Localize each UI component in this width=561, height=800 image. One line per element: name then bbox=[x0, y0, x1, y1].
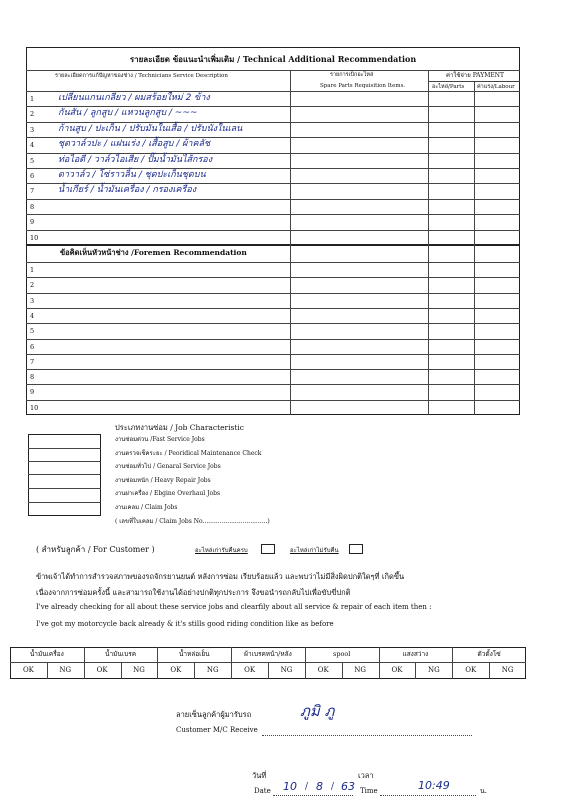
check-header: แสงสว่าง bbox=[402, 650, 429, 658]
parts-returned-checkbox[interactable] bbox=[261, 544, 275, 554]
check-ok[interactable]: OK bbox=[391, 666, 403, 674]
check-ng[interactable]: NG bbox=[133, 666, 145, 674]
job-item: งานผ่าเครื่อง / Ebgine Overhaul Jobs bbox=[115, 490, 221, 498]
tech-row-number: 10 bbox=[30, 233, 39, 242]
customer-signature: ภูมิ ภู bbox=[300, 702, 335, 720]
row-divider bbox=[26, 293, 520, 294]
check-ok[interactable]: OK bbox=[317, 666, 329, 674]
foreman-title: ข้อคิดเห็นหัวหน้าช่าง /Foremen Recommendation bbox=[60, 248, 247, 257]
date-label-en: Date bbox=[254, 787, 271, 795]
row-divider bbox=[26, 262, 520, 263]
time-value: 10:49 bbox=[418, 779, 450, 792]
check-ng[interactable]: NG bbox=[427, 666, 440, 674]
row-divider bbox=[26, 122, 520, 123]
col-payment-header: ค่าใช้จ่าย PAYMENT bbox=[446, 72, 505, 79]
customer-statement-th-1: ข้าพเจ้าได้ทำการสำรวจสภาพของรถจักรยานยนต์ หลังการซ่อม เรียบร้อยแล้ว และพบว่าไม่มีสิ่งผิดปกติใดๆที่ เกิดขึ้น bbox=[36, 572, 405, 581]
tech-row-number: 5 bbox=[30, 156, 35, 165]
row-divider bbox=[26, 323, 520, 324]
col-labour-header: ค่าแรง/Labour bbox=[477, 84, 515, 90]
check-ok[interactable]: OK bbox=[465, 666, 477, 674]
job-item: งานเคลม / Claim Jobs bbox=[115, 504, 178, 511]
time-suffix: น. bbox=[480, 787, 488, 795]
date-month: 8 bbox=[316, 780, 323, 793]
check-ng[interactable]: NG bbox=[59, 666, 72, 674]
date-slash-1: / bbox=[305, 782, 309, 792]
parts-not-returned-checkbox[interactable] bbox=[349, 544, 363, 554]
foreman-row-number: 4 bbox=[30, 311, 35, 320]
tech-row-number: 1 bbox=[30, 95, 35, 103]
tech-row-number: 6 bbox=[30, 172, 35, 180]
customer-statement-en-1: I've already checking for all about these service jobs and clearfily about all service & repair of each item then : bbox=[36, 603, 432, 611]
date-year: 63 bbox=[341, 780, 355, 793]
job-item: งานซ่อมด่วน /Fast Service Jobs bbox=[115, 436, 205, 443]
tech-row-number: 4 bbox=[30, 141, 35, 150]
foreman-row-number: 1 bbox=[30, 266, 35, 274]
col-parts-header-en: Spare Parts Requisition Items. bbox=[320, 83, 406, 89]
row-divider bbox=[26, 230, 520, 231]
tech-row-text: กันสั่น / ลูกสูบ / แหวนลูกสูบ / ~~~ bbox=[58, 108, 198, 119]
col-parts-cost-header: อะไหล่/Parts bbox=[432, 84, 465, 90]
parts-not-returned-label: อะไหล่เก่าไม่รับคืน bbox=[290, 547, 339, 554]
check-header: spool bbox=[332, 650, 351, 658]
customer-statement-th-2: เนื่องจากการซ่อมครั้งนี้ และสามารถใช้งานได้อย่างปกติทุกประการ จึงขอนำรถกลับไปเพื่อขับขี่ปกติ bbox=[36, 588, 351, 597]
foreman-row-number: 9 bbox=[30, 388, 35, 397]
check-ng[interactable]: NG bbox=[354, 666, 366, 674]
signature-label-en: Customer M/C Receive bbox=[176, 726, 258, 734]
foreman-row-number: 5 bbox=[30, 327, 35, 336]
row-divider bbox=[26, 400, 520, 401]
job-item: ( เลขที่ใบเคลม / Claim Jobs No..................................) bbox=[115, 517, 270, 525]
row-divider bbox=[26, 308, 520, 309]
job-title: ประเภทงานซ่อม / Job Characteristic bbox=[115, 423, 245, 432]
tech-row-text: ท่อไอดี / วาล์วไอเสีย / ปั๊มน้ำมันไส้กรอง bbox=[58, 154, 213, 165]
tech-row-text: ชุดวาล์วปะ / แฝนเร่ง / เสื้อสูบ / ผ้าคลัช bbox=[58, 139, 211, 150]
foreman-row-number: 8 bbox=[30, 373, 35, 382]
check-header: น้ำหล่อเย็น bbox=[178, 650, 210, 658]
date-day: 10 bbox=[283, 780, 297, 793]
row-divider bbox=[26, 214, 520, 215]
customer-statement-en-2: I've got my motorcycle back already & it's stills good riding condition like as before bbox=[36, 620, 334, 628]
foreman-row-number: 3 bbox=[30, 296, 35, 305]
date-slash-2: / bbox=[331, 782, 335, 792]
customer-title: ( สำหรับลูกค้า / For Customer ) bbox=[36, 545, 155, 554]
tech-row-number: 2 bbox=[30, 110, 35, 119]
row-divider bbox=[26, 354, 520, 355]
tech-row-number: 9 bbox=[30, 218, 35, 227]
job-checkbox-column bbox=[28, 434, 101, 516]
row-divider bbox=[26, 369, 520, 370]
foreman-row-number: 2 bbox=[30, 281, 35, 290]
check-ng[interactable]: NG bbox=[206, 666, 219, 674]
check-ok[interactable]: OK bbox=[22, 666, 34, 674]
foreman-row-number: 7 bbox=[30, 357, 35, 366]
check-ok[interactable]: OK bbox=[170, 666, 182, 674]
foreman-table bbox=[26, 245, 520, 415]
job-item: งานซ่อมทั่วไป / Genaral Service Jobs bbox=[115, 463, 221, 471]
date-label-th: วันที่ bbox=[252, 771, 267, 780]
check-ok[interactable]: OK bbox=[244, 666, 256, 674]
col-desc-header: รายละเอียดการแก้ปัญหาของช่าง / Technicians Service Description bbox=[55, 73, 228, 79]
row-divider bbox=[26, 339, 520, 340]
parts-returned-label: อะไหล่เก่ารับคืนครบ bbox=[195, 547, 248, 554]
time-label-en: Time bbox=[360, 787, 378, 795]
time-label-th: เวลา bbox=[358, 771, 374, 780]
row-divider bbox=[26, 168, 520, 169]
col-parts-header-th: รายการเบิกอะไหล่ bbox=[330, 72, 374, 78]
job-item: งานตรวจเช็คระยะ / Peoridical Maintenance Check bbox=[115, 449, 262, 457]
tech-row-text: ดาวาล์ว / โซ่ราวลิ้น / ชุดปะเก็นชุดบน bbox=[58, 170, 206, 180]
foreman-row-number: 6 bbox=[30, 342, 35, 351]
row-divider bbox=[26, 384, 520, 385]
technical-table-title: รายละเอียด ข้อแนะนำเพิ่มเติม / Technical Additional Recommendation bbox=[129, 54, 417, 64]
row-divider bbox=[26, 153, 520, 154]
job-item: งานซ่อมหนัก / Heavy Repair Jobs bbox=[115, 476, 211, 484]
check-header: ผ้าเบรคหน้า/หลัง bbox=[244, 650, 292, 658]
check-header: ตัวตั้งโซ่ bbox=[477, 650, 501, 658]
row-divider bbox=[26, 277, 520, 278]
tech-row-text: ก้านสูบ / ปะเก็น / ปรับมันในเสื้อ / ปรับนั่งในเลน bbox=[58, 123, 243, 134]
tech-row-number: 3 bbox=[30, 125, 35, 134]
foreman-row-number: 10 bbox=[30, 403, 39, 412]
check-header: น้ำมันเบรค bbox=[105, 650, 137, 658]
check-header: น้ำมันเครื่อง bbox=[29, 650, 64, 658]
tech-row-text: เปลี่ยนแกนเกลียว / ผมสร้อยใหม่ 2 ข้าง bbox=[58, 93, 210, 103]
check-ng[interactable]: NG bbox=[501, 666, 514, 674]
tech-row-number: 7 bbox=[30, 187, 35, 196]
check-ng[interactable]: NG bbox=[280, 666, 293, 674]
tech-row-text: น้ำเกียร์ / น้ำมันเครื่อง / กรองเครื่อง bbox=[58, 185, 197, 196]
tech-row-number: 8 bbox=[30, 202, 35, 211]
row-divider bbox=[26, 199, 520, 200]
signature-label-th: ลายเซ็นลูกค้าผู้มารับรถ bbox=[176, 710, 252, 719]
check-ok[interactable]: OK bbox=[96, 666, 108, 674]
